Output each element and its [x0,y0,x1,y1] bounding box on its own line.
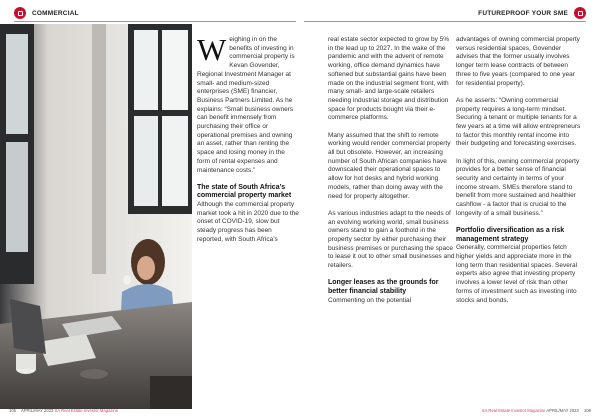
issue-date: APRIL/MAY 2023 [546,408,579,413]
page-number: 106 [584,408,591,413]
intro-text: eighing in on the benefits of investing in commercial property is Kevan Govender, Regional Investment Manager at small- and medium-sized enterprises (SME) financier, Business Partners Limited. As he explains: “Small business owners can benefit immensely from purchasing their office or operational premises and owning an asset, rather than renting the space and losing money in the form of rental expenses and maintenance costs.” [197,36,295,174]
header-right [478,6,586,20]
magazine-name: SA Real Estate Investor Magazine [481,408,546,413]
body-paragraph: Although the commercial property market took a hit in 2020 due to the onset of COVID-19, slow but steady progress has been reported, with South Africa’s [197,201,299,243]
body-paragraph: In light of this, owning commercial property provides for a better sense of financial security and certainty in terms of your income stream. SMEs therefore stand to benefit from more sustained and healthier cashflow - a factor that is crucial to the longevity of a small business.” [456,157,580,217]
article-column-2 [328,36,455,314]
subheading-market: The state of South Africa’s commercial property market [197,183,292,200]
body-paragraph: Generally, commercial properties fetch higher yields and appreciate more in the long term than residential spaces. Several experts also agree that investing property involves a lower level of risk than other forms of investment such as investing into stocks and bonds. [456,244,578,304]
series-label: FUTUREPROOF YOUR SME [478,9,568,17]
article-column-3 [456,36,583,314]
magazine-logo-icon [14,7,26,19]
body-paragraph: advantages of owning commercial property versus residential spaces, Govender advises that the former usually involves longer term lease contracts of between three to five years (compared to one year for residential property). [456,36,580,87]
drop-cap: W [197,32,227,67]
section-label: COMMERCIAL [32,9,79,17]
article-column-1 [197,32,299,253]
issue-date: APRIL/MAY 2023 [20,408,54,413]
header-left [14,6,79,20]
page-number: 105 [9,408,16,413]
header-divider [304,21,586,22]
subheading-leases: Longer leases as the grounds for better financial stability [328,279,439,295]
magazine-logo-icon [574,7,586,19]
footer-right [482,408,591,413]
body-paragraph: Many assumed that the shift to remote working would render commercial property all but obsolete. However, an increasing number of South African companies have downscaled their operational spaces to allow for hot desks and hybrid working models, rather than doing away with the need for property altogether. [328,131,451,200]
magazine-name: SA Real Estate Investor Magazine [54,408,119,413]
footer-left [9,408,118,413]
subheading-diversification: Portfolio diversification as a risk management strategy [456,227,565,243]
header-divider [14,21,296,22]
body-paragraph: Commenting on the potential [328,296,412,304]
body-paragraph: real estate sector expected to grow by 5% in the lead up to 2027. In the wake of the pandemic and with the advent of remote working, office demand dynamics have softened but substantial gains have been made on the industrial segment front, with many small- and large-scale retailers needing industrial storage and distribution space for products bought via their e-commerce platforms. [328,36,450,122]
body-paragraph: As he asserts: “Owning commercial property requires a long-term mindset. Securing a tenant or multiple tenants for a few years at a time will allow entrepreneurs to factor this monthly rental income into their budgeting and forecasting exercises. [456,96,581,148]
lead-paragraph [197,32,299,175]
body-paragraph: As various industries adapt to the needs of an evolving working world, small business owners stand to gain a foothold in the property sector by either purchasing their business premises or purchasing the space to lease it out to other small businesses and retailers. [328,209,455,270]
article-photo [0,24,192,409]
